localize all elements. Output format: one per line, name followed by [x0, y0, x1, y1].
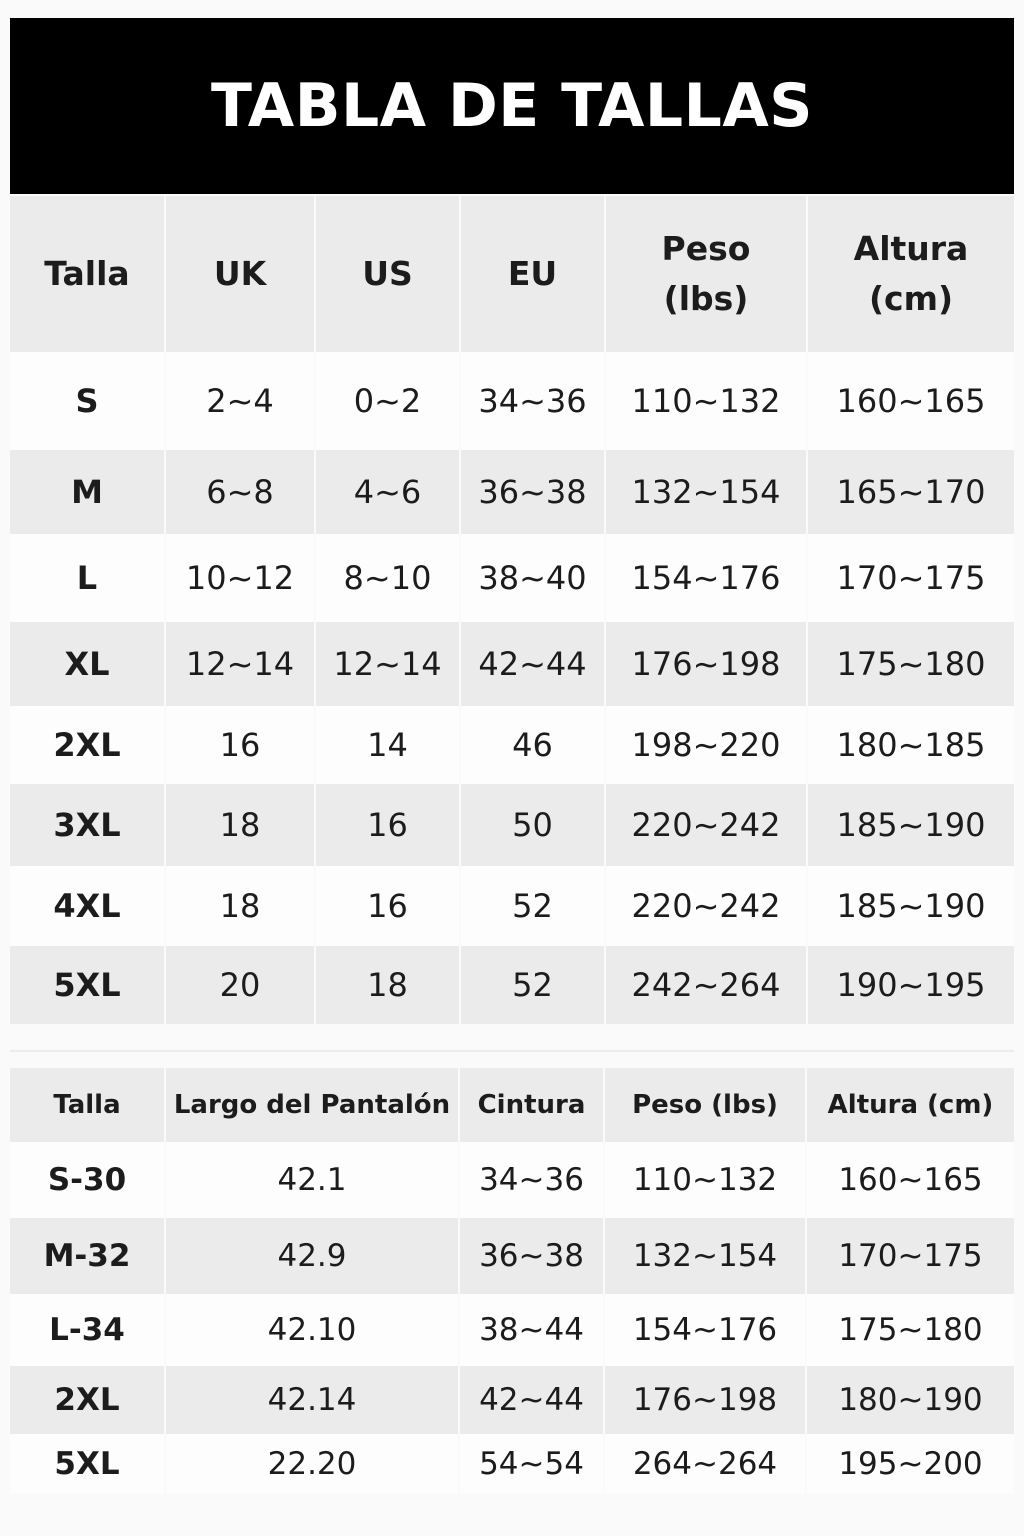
header-label: US: [362, 254, 413, 293]
table-row: [10, 450, 1014, 534]
size-table: [10, 196, 1014, 1024]
table-cell: 38~44: [460, 1294, 605, 1366]
table-cell: 220~242: [606, 784, 808, 866]
table-cell: 175~180: [807, 1294, 1014, 1366]
table-cell: 42.14: [166, 1366, 460, 1434]
header-cintura: Cintura: [460, 1068, 605, 1142]
table-row: [10, 1294, 1014, 1366]
size-cell: 2XL: [10, 1366, 166, 1434]
table-cell: 170~175: [808, 534, 1014, 622]
table-cell: 185~190: [808, 866, 1014, 946]
table-cell: 42~44: [461, 622, 606, 706]
table-cell: 185~190: [808, 784, 1014, 866]
header-label: Altura (cm): [853, 229, 969, 318]
page-title: TABLA DE TALLAS: [211, 71, 813, 141]
table-cell: 110~132: [606, 352, 808, 450]
table-cell: 176~198: [605, 1366, 807, 1434]
table-cell: 154~176: [605, 1294, 807, 1366]
table-row: [10, 1366, 1014, 1434]
header-label: EU: [507, 254, 558, 293]
table-cell: 18: [166, 784, 316, 866]
table-cell: 18: [316, 946, 461, 1024]
table-cell: 52: [461, 866, 606, 946]
pants-size-table: [10, 1068, 1014, 1494]
table-cell: 8~10: [316, 534, 461, 622]
table-cell: 180~185: [808, 706, 1014, 784]
table-cell: 195~200: [807, 1434, 1014, 1494]
table-row: [10, 784, 1014, 866]
table-cell: 46: [461, 706, 606, 784]
size-cell: 2XL: [10, 706, 166, 784]
table-cell: 170~175: [807, 1218, 1014, 1294]
table-cell: 14: [316, 706, 461, 784]
table-cell: 42.10: [166, 1294, 460, 1366]
table-cell: 22.20: [166, 1434, 460, 1494]
table-row: [10, 352, 1014, 450]
table-cell: 36~38: [460, 1218, 605, 1294]
table-cell: 242~264: [606, 946, 808, 1024]
table-cell: 54~54: [460, 1434, 605, 1494]
header-uk: [166, 196, 316, 352]
table-cell: 198~220: [606, 706, 808, 784]
size-cell: L-34: [10, 1294, 166, 1366]
table-row: [10, 866, 1014, 946]
table-cell: 4~6: [316, 450, 461, 534]
table-cell: 0~2: [316, 352, 461, 450]
size-chart-page: [10, 18, 1014, 1494]
table-cell: 180~190: [807, 1366, 1014, 1434]
table-cell: 16: [316, 866, 461, 946]
table-cell: 154~176: [606, 534, 808, 622]
size-cell: L: [10, 534, 166, 622]
table-row: [10, 946, 1014, 1024]
header-us: [316, 196, 461, 352]
table-cell: 160~165: [808, 352, 1014, 450]
table-cell: 220~242: [606, 866, 808, 946]
table-cell: 20: [166, 946, 316, 1024]
table-cell: 18: [166, 866, 316, 946]
header-altura: [808, 196, 1014, 352]
size-cell: S: [10, 352, 166, 450]
table-cell: 34~36: [461, 352, 606, 450]
table-cell: 42.1: [166, 1142, 460, 1218]
size-cell: 5XL: [10, 946, 166, 1024]
header-talla: Talla: [10, 1068, 166, 1142]
size-cell: S-30: [10, 1142, 166, 1218]
table-cell: 12~14: [166, 622, 316, 706]
header-peso: [606, 196, 808, 352]
table-cell: 42.9: [166, 1218, 460, 1294]
table-cell: 50: [461, 784, 606, 866]
size-cell: 4XL: [10, 866, 166, 946]
pants-table-header-row: [10, 1068, 1014, 1142]
size-cell: M: [10, 450, 166, 534]
table-cell: 264~264: [605, 1434, 807, 1494]
table-cell: 176~198: [606, 622, 808, 706]
section-divider: [10, 1024, 1014, 1052]
size-cell: 5XL: [10, 1434, 166, 1494]
header-label: Talla: [44, 254, 130, 293]
table-cell: 12~14: [316, 622, 461, 706]
size-cell: M-32: [10, 1218, 166, 1294]
header-peso: Peso (lbs): [605, 1068, 807, 1142]
table-cell: 52: [461, 946, 606, 1024]
header-largo: Largo del Pantalón: [166, 1068, 460, 1142]
table-cell: 175~180: [808, 622, 1014, 706]
table-row: [10, 622, 1014, 706]
table-cell: 165~170: [808, 450, 1014, 534]
table-cell: 110~132: [605, 1142, 807, 1218]
size-cell: 3XL: [10, 784, 166, 866]
table-cell: 34~36: [460, 1142, 605, 1218]
table-cell: 16: [316, 784, 461, 866]
table-cell: 190~195: [808, 946, 1014, 1024]
table-cell: 36~38: [461, 450, 606, 534]
table-cell: 132~154: [606, 450, 808, 534]
table-row: [10, 534, 1014, 622]
size-table-header-row: [10, 196, 1014, 352]
header-altura: Altura (cm): [807, 1068, 1014, 1142]
table-cell: 10~12: [166, 534, 316, 622]
table-cell: 6~8: [166, 450, 316, 534]
table-cell: 132~154: [605, 1218, 807, 1294]
table-cell: 160~165: [807, 1142, 1014, 1218]
table-row: [10, 1434, 1014, 1494]
size-cell: XL: [10, 622, 166, 706]
header-eu: [461, 196, 606, 352]
table-cell: 2~4: [166, 352, 316, 450]
table-row: [10, 706, 1014, 784]
table-cell: 16: [166, 706, 316, 784]
table-cell: 42~44: [460, 1366, 605, 1434]
title-bar: [10, 18, 1014, 194]
header-talla: [10, 196, 166, 352]
table-row: [10, 1218, 1014, 1294]
table-cell: 38~40: [461, 534, 606, 622]
table-row: [10, 1142, 1014, 1218]
header-label: Peso (lbs): [661, 229, 751, 318]
header-label: UK: [213, 254, 267, 293]
